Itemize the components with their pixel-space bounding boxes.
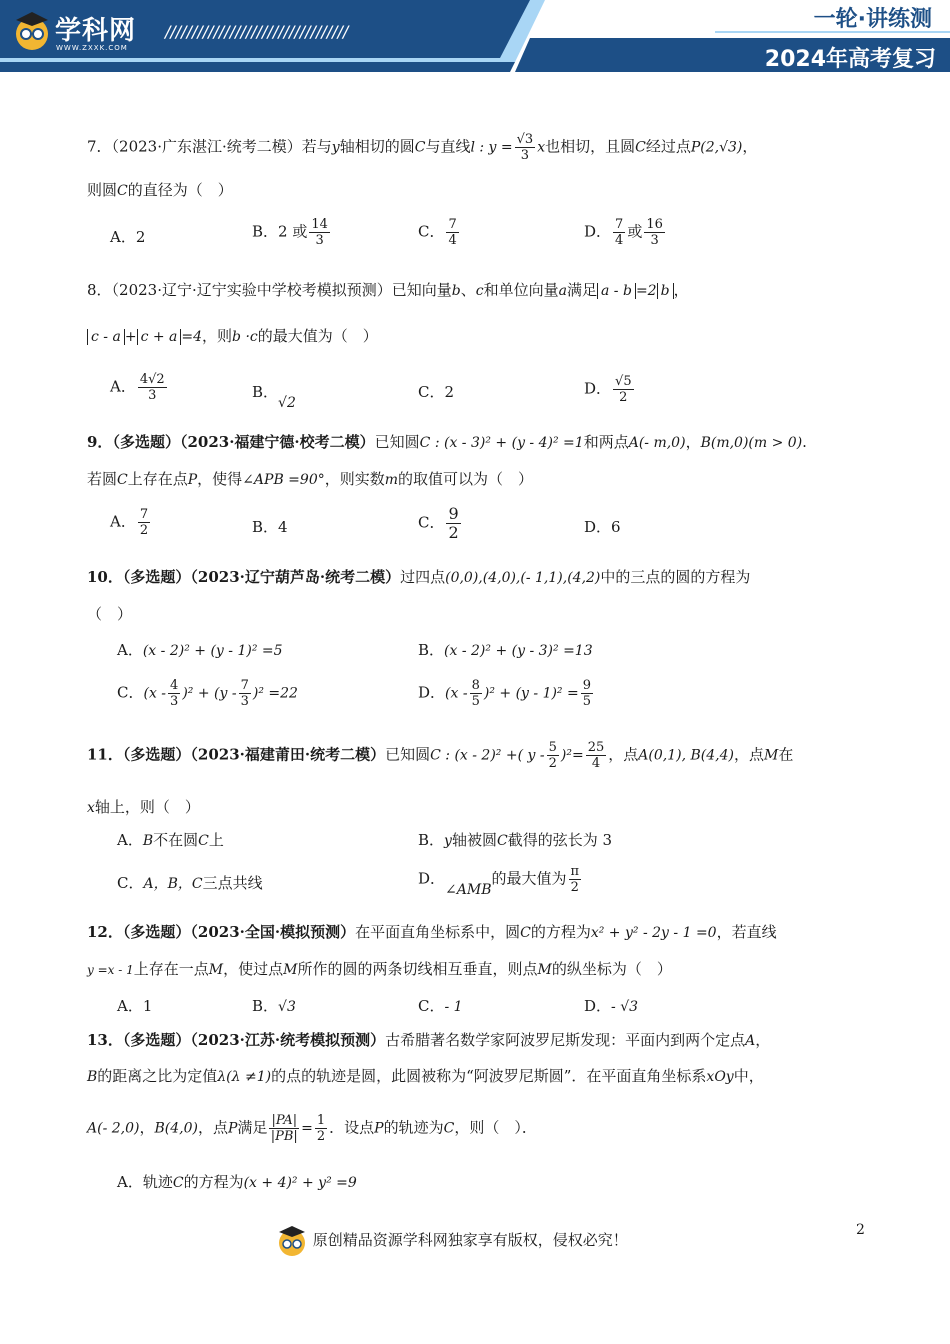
q11-option-b[interactable]: B．y轴被圆C截得的弦长为 3 bbox=[418, 831, 612, 849]
question-number: 7． bbox=[87, 137, 112, 156]
footer-text: 原创精品资源学科网独家享有版权，侵权必究！ bbox=[312, 1231, 628, 1249]
page-header bbox=[0, 0, 950, 80]
q11-option-d[interactable]: D．∠AMB的最大值为 $\frac{\pi}{2}$ bbox=[418, 864, 580, 898]
q7-option-d[interactable]: D． $\frac{7}{4}$ 或 $\frac{16}{3}$ bbox=[584, 217, 663, 248]
q11-option-a[interactable]: A．B不在圆C上 bbox=[117, 831, 224, 849]
question-13-line1: 13．（多选题）（2023·江苏·统考模拟预测）古希腊著名数学家阿波罗尼斯发现：平面内到两个定点A， bbox=[87, 1031, 771, 1049]
q12-option-a[interactable]: A．1 bbox=[117, 997, 153, 1015]
q7-option-a[interactable]: A．2 bbox=[110, 228, 146, 246]
question-11-line2: x轴上，则（ ） bbox=[87, 798, 200, 816]
question-8-line1: 8．（2023·辽宁·辽宁实验中学校考模拟预测）已知向量b、c和单位向量a满足 a - b =2 b ， bbox=[87, 281, 689, 299]
q13-option-a[interactable]: A．轨迹C的方程为(x + 4)² + y² =9 bbox=[117, 1173, 357, 1191]
q12-option-c[interactable]: C．- 1 bbox=[418, 997, 463, 1015]
q8-option-b[interactable]: B．√2 bbox=[252, 383, 296, 411]
q10-option-c[interactable]: C．(x - $\frac{4}{3}$ )² + (y - $\frac{7}{3}$ )² =22 bbox=[117, 678, 298, 709]
mascot-icon bbox=[276, 1225, 308, 1257]
fraction: $\frac{√3}{3}$ bbox=[516, 132, 534, 163]
q9-option-d[interactable]: D．6 bbox=[584, 518, 621, 536]
q9-option-a[interactable]: A． $\frac{7}{2}$ bbox=[110, 507, 149, 538]
header-slashes: ////////////////////////////////// bbox=[165, 22, 349, 41]
q10-option-b[interactable]: B．(x - 2)² + (y - 3)² =13 bbox=[418, 641, 593, 659]
header-year-title: 2024年高考复习 bbox=[764, 47, 936, 72]
question-9-line2: 若圆C上存在点P，使得∠APB =90°，则实数m的取值可以为（ ） bbox=[87, 470, 534, 488]
q10-option-d[interactable]: D．(x - $\frac{8}{5}$ )² + (y - 1)² = $\frac{9}{5}$ bbox=[418, 678, 592, 709]
q8-option-a[interactable]: A． $\frac{4√2}{3}$ bbox=[110, 372, 165, 403]
question-8-line2: c - a + c + a =4，则b ·c的最大值为（ ） bbox=[87, 326, 378, 347]
q9-option-b[interactable]: B．4 bbox=[252, 518, 288, 536]
logo-text: 学科网 bbox=[55, 16, 137, 46]
question-12-line1: 12．（多选题）（2023·全国·模拟预测）在平面直角坐标系中，圆C的方程为x² + y² - 2y - 1 =0，若直线 bbox=[87, 923, 777, 941]
q7-option-c[interactable]: C． $\frac{7}{4}$ bbox=[418, 217, 457, 248]
q11-option-c[interactable]: C．A，B，C三点共线 bbox=[117, 874, 263, 892]
logo-url: WWW.ZXXK.COM bbox=[56, 44, 128, 52]
question-10-line1: 10．（多选题）（2023·辽宁葫芦岛·统考二模）过四点(0,0),(4,0),(- 1,1),(4,2)中的三点的圆的方程为 bbox=[87, 568, 751, 586]
header-series-title: 一轮·讲练测 bbox=[813, 7, 932, 32]
q9-option-c[interactable]: C． $\frac{9}{2}$ bbox=[418, 504, 459, 542]
question-7-line2: 则圆C的直径为（ ） bbox=[87, 181, 233, 199]
page-number: 2 bbox=[856, 1222, 865, 1238]
question-10-line2: （ ） bbox=[87, 605, 133, 623]
question-11-line1: 11．（多选题）（2023·福建莆田·统考二模）已知圆C : (x - 2)² +( y - $\frac{5}{2}$ )²= $\frac{25}{4}$ ，点A(0,1), B(4,4)，点M在 bbox=[87, 740, 794, 771]
question-9-line1: 9．（多选题）（2023·福建宁德·校考二模）已知圆C : (x - 3)² + (y - 4)² =1和两点A(- m,0)，B(m,0)(m > 0). bbox=[87, 433, 807, 451]
question-13-line3: A(- 2,0)，B(4,0)，点P满足 $\frac{|PA|}{|PB|}$ = $\frac{1}{2}$ ．设点P的轨迹为C，则（ ）． bbox=[87, 1113, 537, 1144]
q12-option-b[interactable]: B．√3 bbox=[252, 997, 296, 1015]
q7-option-b[interactable]: B．2 或 $\frac{14}{3}$ bbox=[252, 217, 328, 248]
q8-option-d[interactable]: D． $\frac{√5}{2}$ bbox=[584, 374, 632, 405]
q12-option-d[interactable]: D．- √3 bbox=[584, 997, 639, 1015]
footer-copyright bbox=[276, 1225, 628, 1257]
question-13-line2: B的距离之比为定值λ(λ ≠1)的点的轨迹是圆，此圆被称为“阿波罗尼斯圆”．在平面直角坐标系xOy中， bbox=[87, 1067, 764, 1085]
q8-option-c[interactable]: C．2 bbox=[418, 383, 455, 401]
q10-option-a[interactable]: A．(x - 2)² + (y - 1)² =5 bbox=[117, 641, 283, 659]
question-7-line1: 7．（2023·广东湛江·统考二模）若与y轴相切的圆C与直线l : y = $\frac{√3}{3}$ x也相切，且圆C经过点P(2,√3)， bbox=[87, 132, 758, 163]
question-12-line2: y =x - 1上存在一点M，使过点M所作的圆的两条切线相互垂直，则点M的纵坐标为（ ） bbox=[87, 960, 672, 978]
